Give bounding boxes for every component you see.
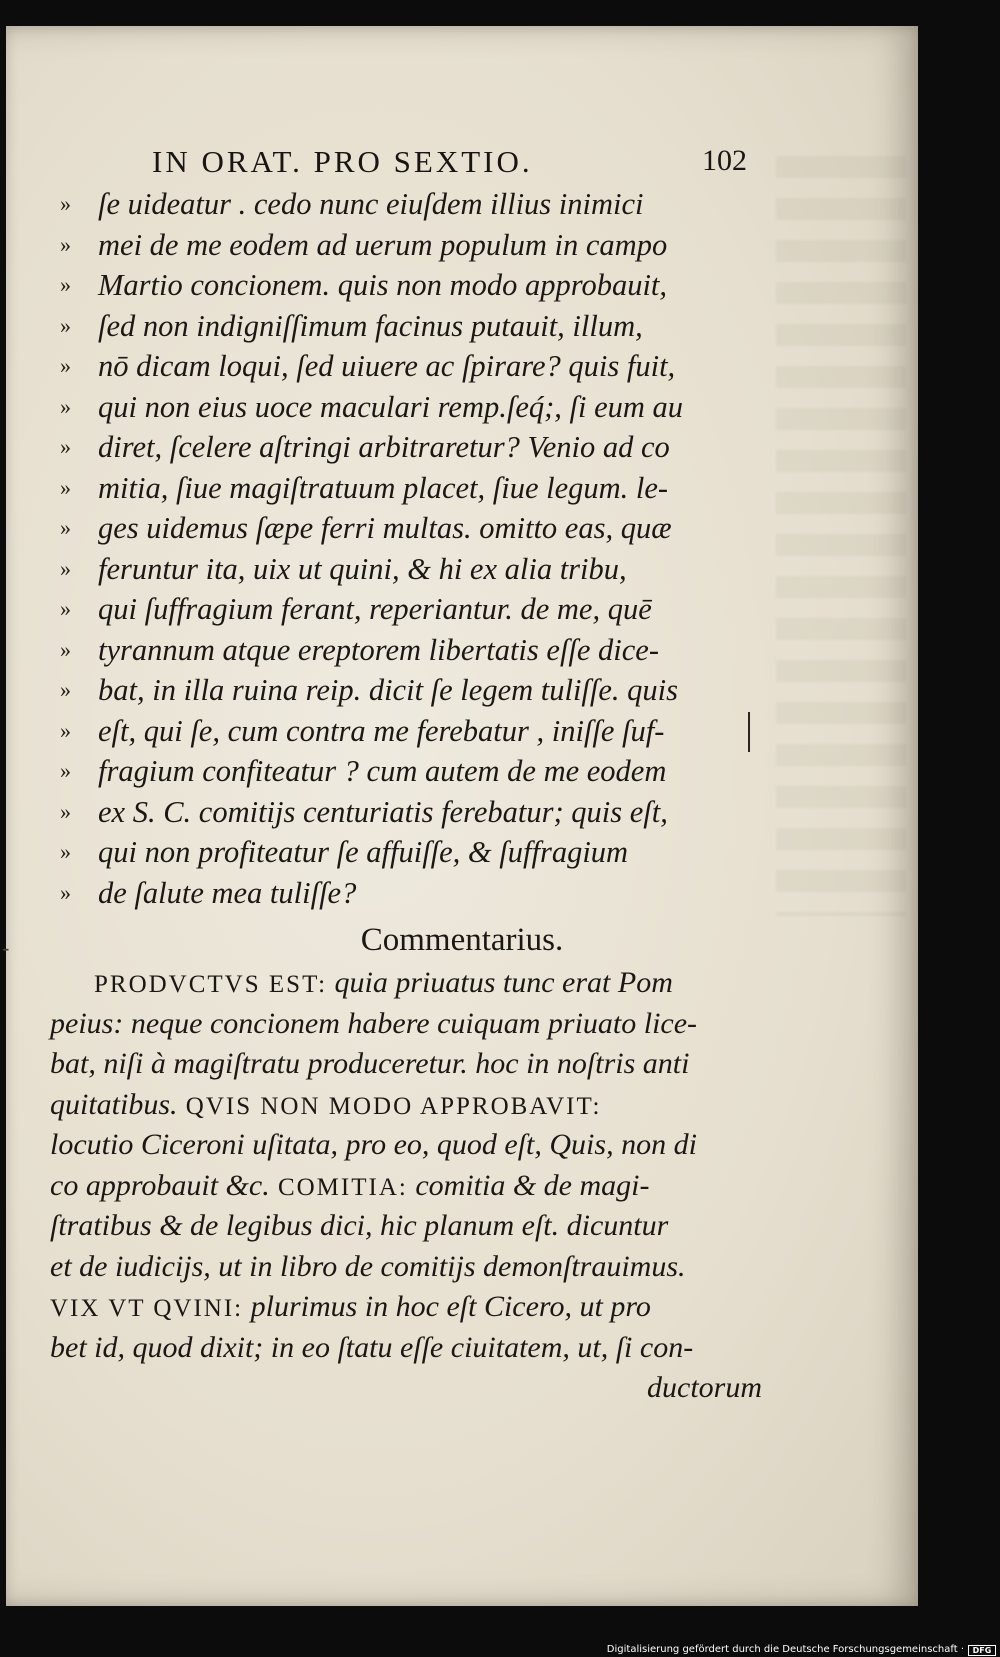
dfg-logo-icon: DFG: [968, 1645, 996, 1656]
book-page: [2, 26, 918, 1606]
commentary-block: [50, 963, 770, 1409]
quotation-text: qui non profiteatur ſe affuiſſe, & ſuffragium: [98, 835, 629, 869]
quotation-line: [50, 508, 770, 549]
quotation-text: mitia, ſiue magiſtratuum placet, ſiue legum. le-: [98, 470, 669, 505]
quotation-text: ex S. C. comitijs centuriatis ferebatur; quis eſt,: [98, 794, 668, 829]
quotation-line: [50, 184, 770, 225]
commentary-line: locutio Ciceroni uſitata, pro eo, quod eſt, Quis, non di: [50, 1128, 697, 1161]
commentary-line: et de iudicijs, ut in libro de comitijs demonſtrauimus.: [50, 1249, 686, 1283]
quotation-text: fragium confiteatur ? cum autem de me eodem: [98, 754, 667, 788]
quotation-line: [50, 792, 770, 833]
quotation-text: diret, ſcelere aſtringi arbitraretur? Venio ad co: [98, 430, 670, 464]
quote-mark: »: [60, 353, 71, 378]
commentary-line: VIX VT QVINI: plurimus in hoc eſt Cicero, ut pro: [50, 1290, 651, 1323]
quote-mark: »: [60, 758, 71, 783]
quotation-text: bat, in illa ruina reip. dicit ſe legem tuliſſe. quis: [98, 673, 679, 707]
quotation-line: [50, 225, 770, 266]
quotation-text: ſed non indigniſſimum facinus putauit, illum,: [98, 308, 643, 343]
quotation-text: qui ſuffragium ferant, reperiantur. de me, quē: [98, 592, 652, 626]
quote-mark: »: [60, 231, 71, 257]
quote-mark: »: [60, 717, 71, 743]
quote-mark: »: [60, 515, 71, 540]
quote-mark: »: [60, 879, 71, 905]
quotation-text: qui non eius uoce maculari remp.ſeq́;, ſi eum au: [98, 389, 684, 424]
quotation-line: [50, 670, 770, 711]
quotation-line: [50, 630, 770, 671]
catchword: ductorum: [647, 1371, 762, 1404]
quote-mark: »: [60, 312, 71, 338]
commentary-line: bat, niſi à magiſtratu produceretur. hoc in noſtris anti: [50, 1047, 690, 1080]
quotation-block: [50, 184, 770, 913]
commentary-line: co approbauit &c. COMITIA: comitia & de magi-: [50, 1168, 650, 1202]
commentary-line: PRODVCTVS EST: quia priuatus tunc erat Pom: [94, 966, 673, 999]
bleed-through-shadow: [776, 156, 906, 916]
commentary-line: quitatibus. QVIS NON MODO APPROBAVIT:: [50, 1087, 602, 1121]
quote-mark: »: [60, 798, 71, 824]
quote-mark: »: [60, 555, 71, 581]
quotation-line: [50, 306, 770, 347]
quotation-line: [50, 832, 770, 873]
lemma: COMITIA:: [269, 1173, 408, 1201]
quotation-line: [50, 751, 770, 792]
quote-mark: »: [60, 393, 71, 419]
lemma: VIX VT QVINI:: [50, 1295, 244, 1322]
section-heading: Commentarius.: [360, 922, 564, 958]
quote-mark: »: [60, 677, 71, 702]
lemma: QVIS NON MODO APPROBAVIT:: [177, 1092, 602, 1120]
quotation-line: [50, 346, 770, 387]
quotation-line: [50, 873, 770, 914]
digitization-footer: [0, 1644, 1000, 1657]
quotation-text: ſe uideatur . cedo nunc eiuſdem illius inimici: [98, 187, 644, 221]
quotation-line: [50, 589, 770, 630]
quotation-text: feruntur ita, uix ut quini, & hi ex alia tribu,: [98, 551, 627, 586]
quotation-text: Martio concionem. quis non modo approbauit,: [98, 268, 668, 302]
page-number: 102: [702, 144, 747, 177]
quotation-line: [50, 427, 770, 468]
quotation-line: [50, 711, 770, 752]
page-header: [6, 144, 918, 184]
quotation-text: ges uidemus ſæpe ferri multas. omitto eas, quæ: [98, 511, 672, 545]
commentary-line: peius: neque concionem habere cuiquam priuato lice-: [50, 1006, 698, 1040]
margin-dash: -: [2, 935, 10, 960]
quotation-text: de ſalute mea tuliſſe?: [98, 875, 357, 910]
quote-mark: »: [60, 474, 71, 500]
quotation-line: [50, 549, 770, 590]
quotation-text: nō dicam loqui, ſed uiuere ac ſpirare? quis fuit,: [98, 349, 676, 383]
quotation-text: tyrannum atque ereptorem libertatis eſſe dice-: [98, 632, 660, 667]
commentary-line: bet id, quod dixit; in eo ſtatu eſſe ciuitatem, ut, ſi con-: [50, 1330, 694, 1364]
quote-mark: »: [60, 596, 71, 621]
quotation-text: mei de me eodem ad uerum populum in campo: [98, 227, 668, 262]
commentary-line: ſtratibus & de legibus dici, hic planum eſt. dicuntur: [50, 1209, 669, 1242]
quote-mark: »: [60, 839, 71, 864]
quote-mark: »: [60, 636, 71, 662]
quote-mark: »: [60, 272, 71, 297]
quotation-text: eſt, qui ſe, cum contra me ferebatur , iniſſe ſuf-: [98, 713, 665, 748]
running-head: IN ORAT. PRO SEXTIO.: [152, 144, 533, 179]
quotation-line: [50, 265, 770, 306]
quotation-line: [50, 468, 770, 509]
quote-mark: »: [60, 434, 71, 459]
lemma: PRODVCTVS EST:: [94, 971, 328, 998]
funding-notice: Digitalisierung gefördert durch die Deutsche Forschungsgemeinschaft ·: [606, 1644, 964, 1655]
quotation-line: [50, 387, 770, 428]
section-heading-row: [2, 913, 918, 963]
quote-mark: »: [60, 191, 71, 216]
text-block: [2, 184, 770, 1409]
